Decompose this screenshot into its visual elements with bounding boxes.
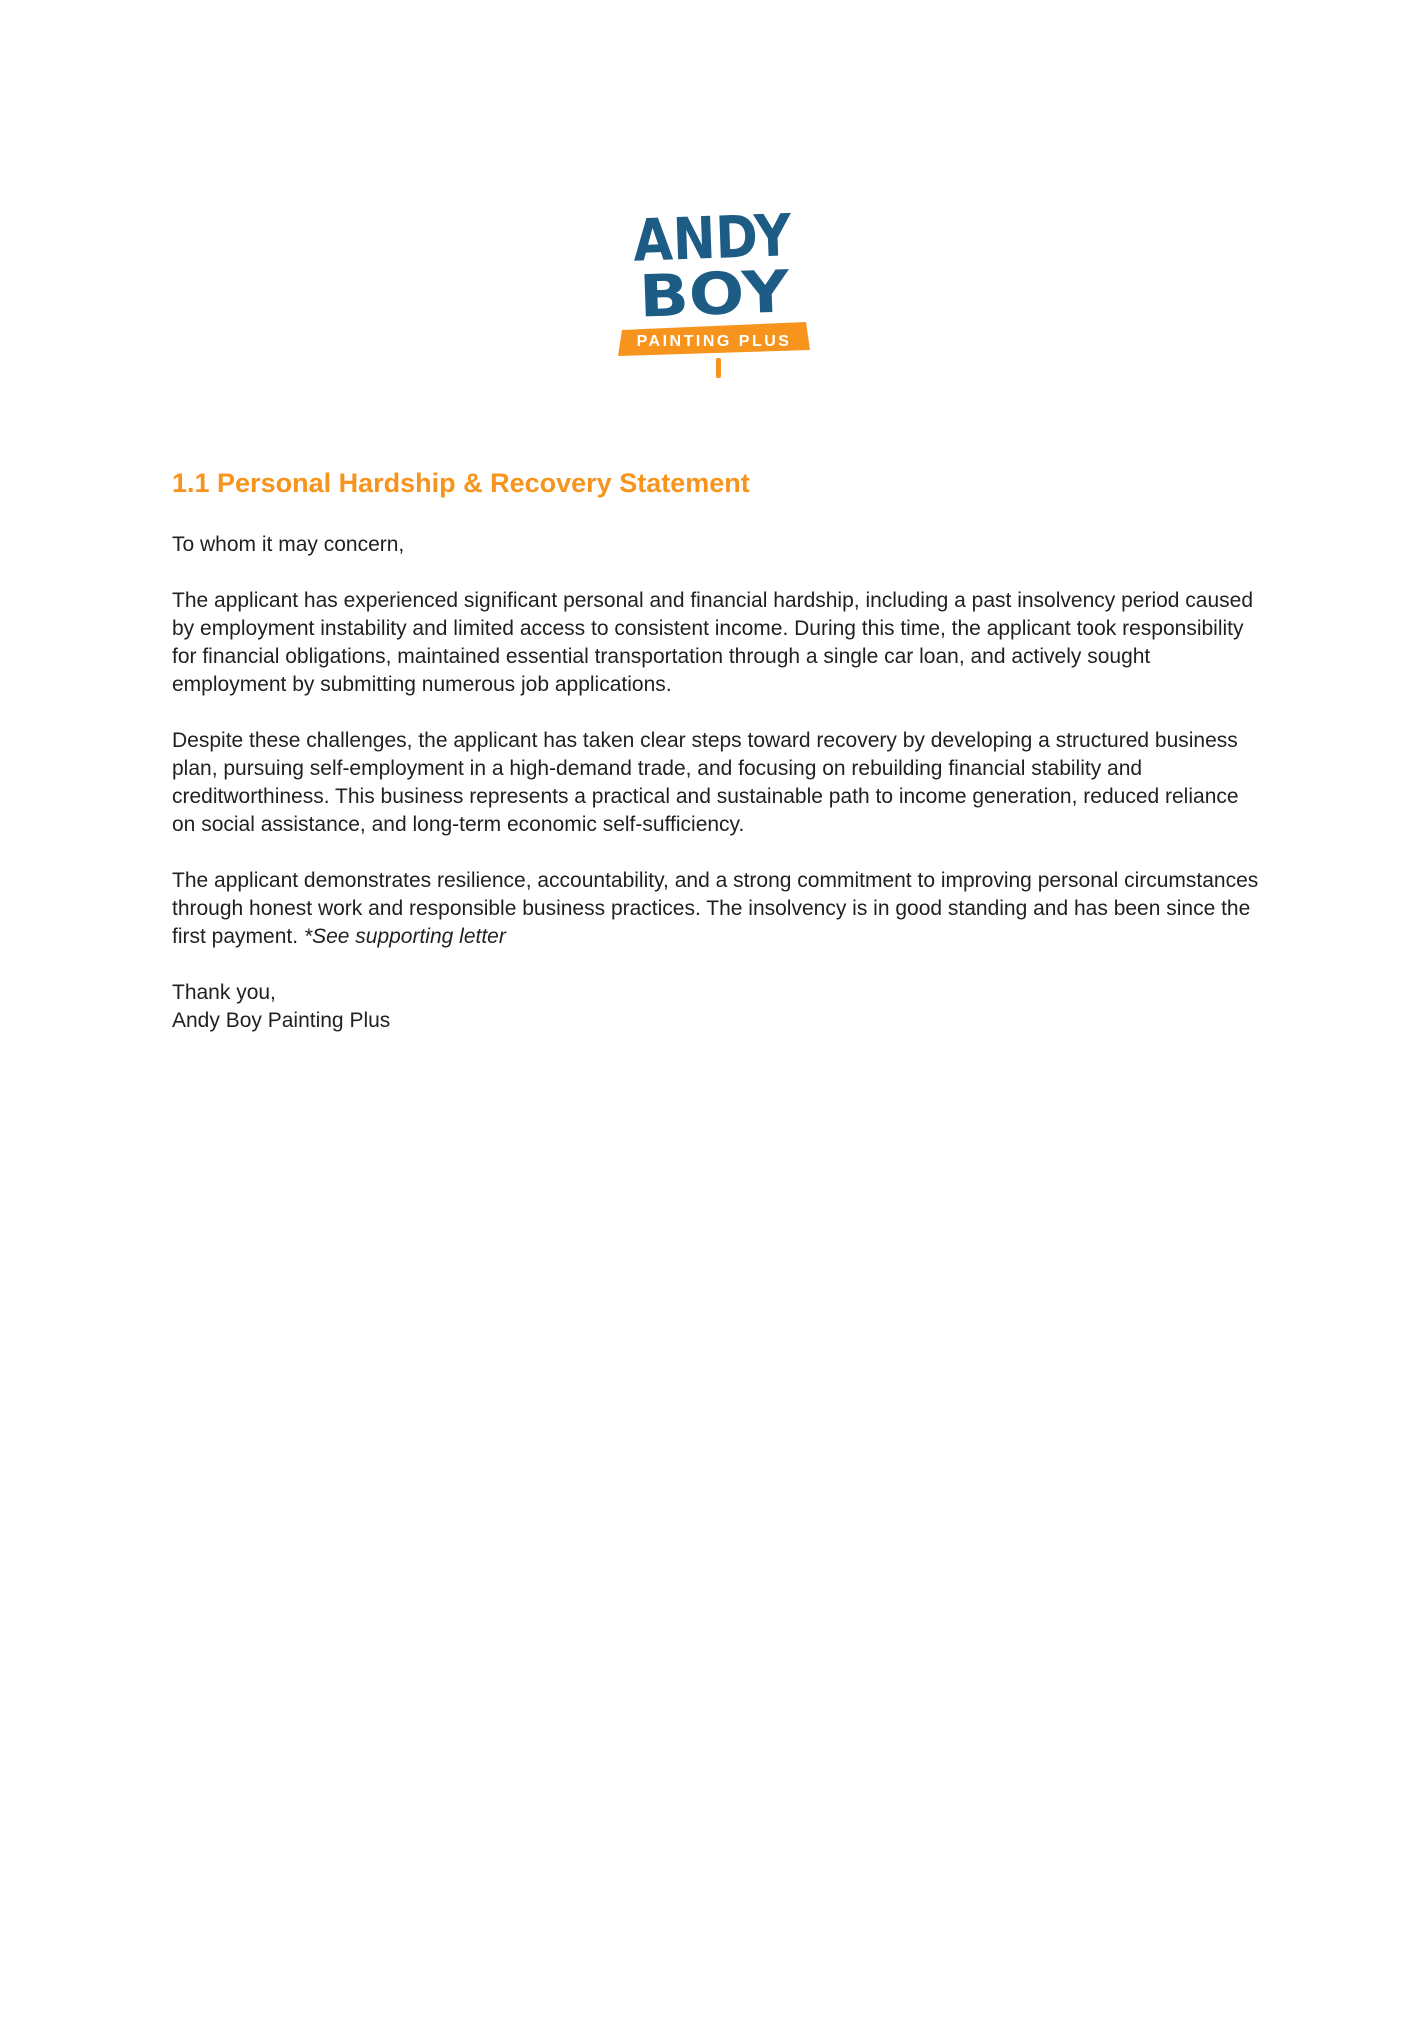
closing-block xyxy=(172,979,1263,1035)
paragraph-commitment-text: The applicant demonstrates resilience, accountability, and a strong commitment to improving personal circumstances through honest work and responsible business practices. The insolvency is in good standing and has been since the first payment. xyxy=(172,869,1259,948)
logo-word-boy: BOY xyxy=(637,257,774,331)
salutation: To whom it may concern, xyxy=(172,533,405,556)
paragraph-recovery: Despite these challenges, the applicant has taken clear steps toward recovery by developing a structured business plan, pursuing self-employment in a high-demand trade, and focusing on rebuilding financial stability and creditworthiness. This business represents a practical and sustainable path to income generation, reduced reliance on social assistance, and long-term economic self-sufficiency. xyxy=(172,729,1239,836)
supporting-letter-note: *See supporting letter xyxy=(303,925,506,948)
paragraph-commitment xyxy=(172,867,1263,951)
andy-boy-logo-graphic xyxy=(604,200,824,400)
logo-paint-drip xyxy=(716,358,721,378)
closing-thanks: Thank you, xyxy=(172,981,276,1004)
logo-word-andy: ANDY xyxy=(632,200,814,275)
letter-body xyxy=(172,468,1263,1035)
company-logo xyxy=(0,0,1428,400)
paragraph-hardship: The applicant has experienced significant personal and financial hardship, including a past insolvency period caused by employment instability and limited access to consistent income. During this time, the applicant took responsibility for financial obligations, maintained essential transportation through a single car loan, and actively sought employment by submitting numerous job applications. xyxy=(172,589,1254,696)
section-heading: 1.1 Personal Hardship & Recovery Statement xyxy=(172,468,750,498)
logo-banner-text: PAINTING PLUS xyxy=(636,333,792,350)
closing-signature: Andy Boy Painting Plus xyxy=(172,1009,391,1032)
